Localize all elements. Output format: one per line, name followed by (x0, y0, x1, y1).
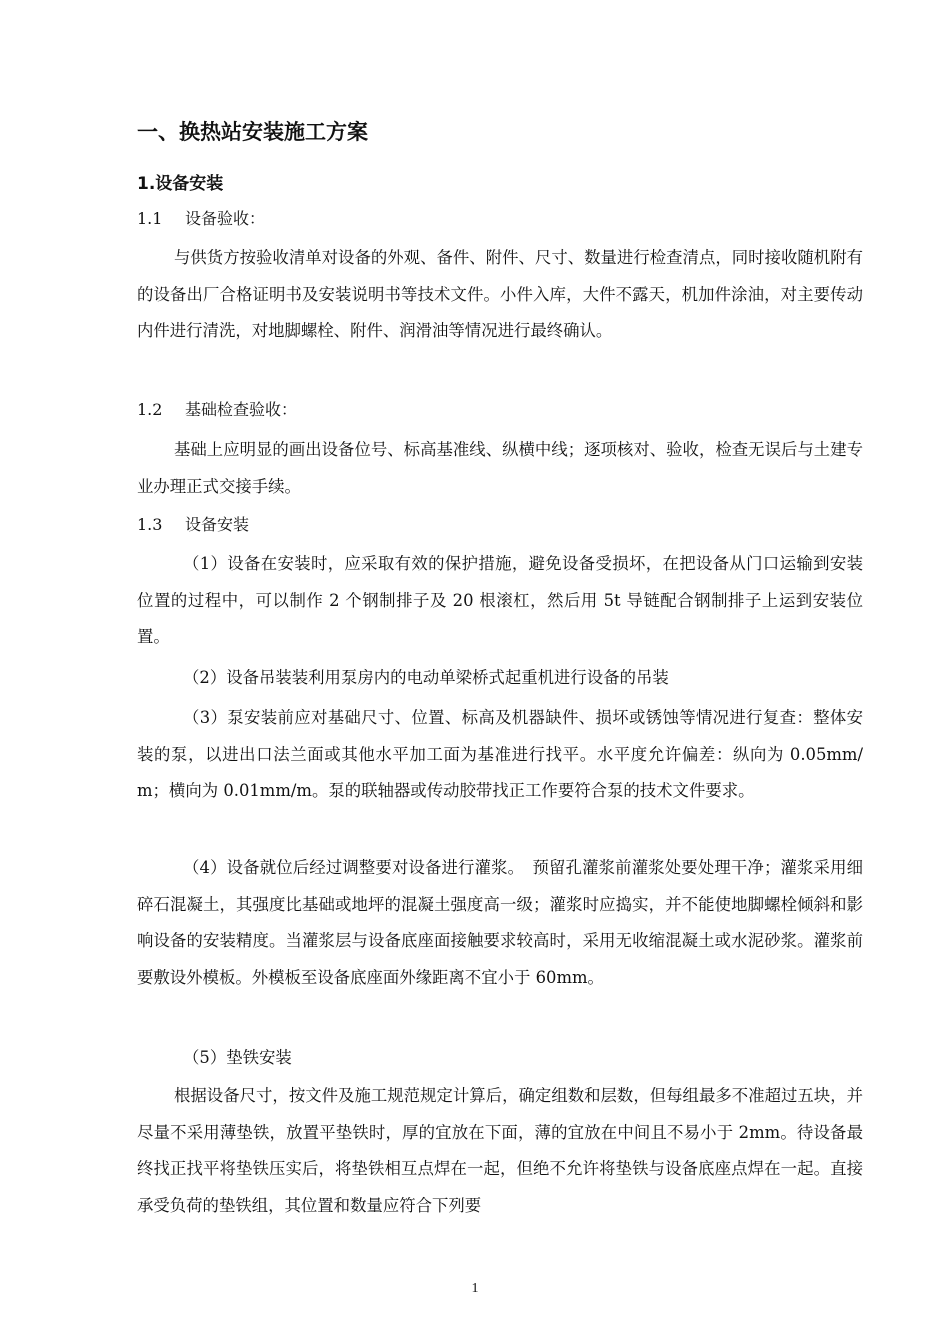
subsection-label: 基础检查验收： (185, 400, 298, 419)
subsection-number: 1.1 (137, 209, 163, 228)
subsection-label: 设备验收： (185, 209, 266, 228)
subsection-label: 设备安装 (185, 515, 250, 534)
paragraph-install-item-3: （3）泵安装前应对基础尺寸、位置、标高及机器缺件、损坏或锈蚀等情况进行复查：整体安装的泵，以进出口法兰面或其他水平加工面为基准进行找平。水平度允许偏差：纵向为 0.05mm/m；横向为 0.01mm/m。泵的联轴器或传动胶带找正工作要符合泵的技术文件要求。 (137, 708, 863, 801)
subsection-heading-1-3 (137, 511, 249, 539)
paragraph-shim-installation: 根据设备尺寸，按文件及施工规范规定计算后，确定组数和层数，但每组最多不准超过五块，并尽量不采用薄垫铁，放置平垫铁时，厚的宜放在下面，薄的宜放在中间且不易小于 2mm。待设备最终找正找平将垫铁压实后，将垫铁相互点焊在一起，但绝不允许将垫铁与设备底座点焊在一起。直接承受负荷的垫铁组，其位置和数量应符合下列要 (137, 1086, 863, 1215)
page-number: 1 (471, 1281, 479, 1296)
subsection-number: 1.3 (137, 515, 163, 534)
paragraph-foundation-inspection: 基础上应明显的画出设备位号、标高基准线、纵横中线；逐项核对、验收，检查无误后与土建专业办理正式交接手续。 (137, 440, 863, 496)
paragraph-install-item-1: （1）设备在安装时，应采取有效的保护措施，避免设备受损坏，在把设备从门口运输到安装位置的过程中，可以制作 2 个钢制排子及 20 根滚杠，然后用 5t 导链配合钢制排子上运到安装位置。 (137, 554, 863, 647)
paragraph-install-item-5: （5）垫铁安装 (183, 1048, 292, 1067)
paragraph-install-item-2: （2）设备吊装装利用泵房内的电动单梁桥式起重机进行设备的吊装 (183, 668, 669, 687)
document-title: 一、换热站安装施工方案 (137, 120, 368, 144)
paragraph-install-item-4: （4）设备就位后经过调整要对设备进行灌浆。 预留孔灌浆前灌浆处要处理干净；灌浆采用细碎石混凝土，其强度比基础或地坪的混凝土强度高一级；灌浆时应捣实，并不能使地脚螺栓倾斜和影响设备的安装精度。当灌浆层与设备底座面接触要求较高时，采用无收缩混凝土或水泥砂浆。灌浆前要敷设外模板。外模板至设备底座面外缘距离不宜小于 60mm。 (137, 858, 863, 987)
subsection-number: 1.2 (137, 400, 163, 419)
paragraph-equipment-acceptance: 与供货方按验收清单对设备的外观、备件、附件、尺寸、数量进行检查清点，同时接收随机附有的设备出厂合格证明书及安装说明书等技术文件。小件入库，大件不露天，机加件涂油，对主要传动内件进行清洗，对地脚螺栓、附件、润滑油等情况进行最终确认。 (137, 248, 863, 341)
subsection-heading-1-2 (137, 396, 297, 424)
subsection-heading-1-1 (137, 205, 265, 233)
section-heading-equipment-installation: 1.设备安装 (137, 174, 224, 194)
